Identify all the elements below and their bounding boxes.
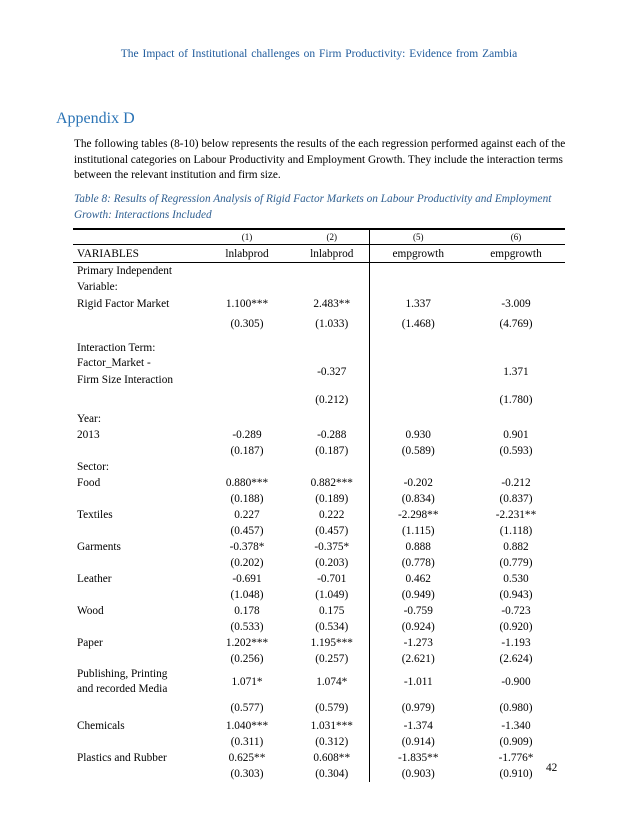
se-cell: (0.914) — [401, 736, 435, 748]
coef-cell: 1.074* — [295, 667, 369, 697]
table-row — [73, 475, 565, 491]
table-row — [73, 539, 565, 555]
row-label: Garments — [77, 541, 121, 553]
se-cell: (0.303) — [230, 768, 264, 780]
se-cell: (2.621) — [401, 653, 435, 665]
se-cell: (1.033) — [295, 313, 369, 335]
table-row — [73, 263, 565, 280]
se-cell: (1.115) — [401, 525, 435, 537]
row-label: Chemicals — [77, 720, 125, 732]
coef-cell: -1.835** — [398, 752, 439, 764]
row-label: Plastics and Rubber — [77, 752, 167, 764]
coef-cell: 1.195*** — [295, 635, 369, 651]
table-row — [73, 718, 565, 734]
table-row — [73, 411, 565, 427]
se-cell: (0.457) — [230, 525, 264, 537]
coef-cell: 0.175 — [295, 603, 369, 619]
se-cell — [199, 389, 295, 411]
coef-cell: 0.901 — [503, 429, 529, 441]
se-cell — [369, 389, 467, 411]
coef-cell: -2.231** — [495, 509, 537, 521]
table-row — [73, 619, 565, 635]
table-row — [73, 523, 565, 539]
se-cell: (0.943) — [499, 589, 533, 601]
coef-cell: -0.691 — [232, 573, 262, 585]
se-cell: (0.593) — [499, 445, 533, 457]
col-name: lnlabprod — [295, 245, 369, 263]
table-row — [73, 697, 565, 718]
se-cell: (0.212) — [295, 389, 369, 411]
se-cell: (4.769) — [499, 318, 533, 330]
coef-cell: 1.100*** — [225, 298, 269, 310]
se-cell: (0.903) — [401, 768, 435, 780]
se-cell: (1.118) — [499, 525, 533, 537]
se-cell: (0.577) — [230, 701, 264, 714]
table-row — [73, 766, 565, 782]
row-label-line: Factor_Market - — [77, 357, 151, 369]
table-row — [73, 651, 565, 667]
coef-cell: -0.759 — [403, 605, 433, 617]
row-label: Paper — [77, 637, 103, 649]
coef-cell: 0.882 — [503, 541, 529, 553]
row-label — [73, 667, 199, 697]
coef-cell: -3.009 — [501, 298, 531, 310]
table-row — [73, 750, 565, 766]
se-cell: (0.534) — [295, 619, 369, 635]
se-cell: (0.910) — [499, 768, 533, 780]
row-label: Rigid Factor Market — [77, 298, 170, 310]
se-cell: (0.188) — [230, 493, 264, 505]
se-cell: (0.980) — [499, 701, 533, 714]
coef-cell: 1.371 — [503, 366, 529, 378]
coef-cell: -1.374 — [403, 720, 433, 732]
page-number: 42 — [546, 762, 558, 774]
se-cell: (0.187) — [230, 445, 264, 457]
table-row — [73, 507, 565, 523]
coef-cell: 1.031*** — [295, 718, 369, 734]
se-cell: (1.468) — [401, 318, 435, 330]
coef-cell — [369, 355, 467, 389]
intro-paragraph: The following tables (8-10) below represents the results of the each regression performed against each of the institutional categories on Labour Productivity and Employment Growth. They include the interaction terms between the relevant institution and firm size. — [74, 138, 566, 181]
col-name: empgrowth — [369, 245, 467, 263]
table-row — [73, 279, 565, 295]
se-cell: (0.256) — [230, 653, 264, 665]
running-header: The Impact of Institutional challenges on Firm Productivity: Evidence from Zambia — [120, 48, 518, 60]
se-cell: (2.624) — [499, 653, 533, 665]
row-label: Food — [77, 477, 101, 489]
se-cell: (0.312) — [295, 734, 369, 750]
table-caption: Table 8: Results of Regression Analysis of Rigid Factor Markets on Labour Productivity and Employment Growth: Interactions Included — [74, 193, 552, 221]
coef-cell: -0.212 — [501, 477, 531, 489]
coef-cell: 0.880*** — [225, 477, 269, 489]
col-number: (1) — [199, 229, 295, 245]
se-cell: (0.203) — [295, 555, 369, 571]
se-cell: (0.909) — [499, 736, 533, 748]
se-cell: (0.779) — [499, 557, 533, 569]
table-row — [73, 571, 565, 587]
se-cell: (0.949) — [401, 589, 435, 601]
se-cell: (1.049) — [295, 587, 369, 603]
table-row — [73, 603, 565, 619]
col-number: (6) — [467, 229, 565, 245]
se-cell: (0.579) — [295, 697, 369, 718]
table-row — [73, 635, 565, 651]
coef-cell: 1.337 — [405, 298, 431, 310]
se-cell: (0.187) — [295, 443, 369, 459]
coef-cell: 0.462 — [405, 573, 431, 585]
table-row — [73, 313, 565, 335]
row-label: Primary Independent — [77, 265, 173, 277]
row-label: Interaction Term: — [77, 342, 156, 354]
se-cell: (0.778) — [401, 557, 435, 569]
coef-cell: -0.900 — [501, 676, 531, 688]
se-cell: (0.311) — [230, 736, 264, 748]
col-name: lnlabprod — [199, 245, 295, 263]
coef-cell: 0.930 — [405, 429, 431, 441]
coef-cell: 0.530 — [503, 573, 529, 585]
regression-table — [73, 228, 565, 782]
coef-cell: 0.608** — [295, 750, 369, 766]
coef-cell: -0.378* — [229, 541, 265, 553]
se-cell: (1.048) — [230, 589, 264, 601]
se-cell: (0.189) — [295, 491, 369, 507]
se-cell: (0.920) — [499, 621, 533, 633]
coef-cell: 1.071* — [231, 676, 263, 688]
se-cell: (0.979) — [401, 701, 435, 714]
se-cell: (0.304) — [295, 766, 369, 782]
se-cell: (0.202) — [230, 557, 264, 569]
coef-cell: 0.882*** — [295, 475, 369, 491]
table-row — [73, 491, 565, 507]
coef-cell: 1.202*** — [225, 637, 269, 649]
table-row — [73, 389, 565, 411]
row-label: Sector: — [77, 461, 109, 473]
coef-cell: -0.202 — [403, 477, 433, 489]
se-cell: (0.834) — [401, 493, 435, 505]
col-name: empgrowth — [467, 245, 565, 263]
coef-cell: -1.776* — [498, 752, 534, 764]
se-cell: (0.924) — [401, 621, 435, 633]
col-number: (2) — [295, 229, 369, 245]
coef-cell: -0.327 — [295, 355, 369, 389]
coef-cell: 0.227 — [234, 509, 260, 521]
appendix-title: Appendix D — [56, 110, 135, 127]
se-cell: (0.589) — [401, 445, 435, 457]
table-row — [73, 587, 565, 603]
table-row — [73, 734, 565, 750]
row-label: Leather — [77, 573, 112, 585]
coef-cell — [199, 355, 295, 389]
table-row — [73, 667, 565, 697]
coef-cell: -0.375* — [295, 539, 369, 555]
coef-cell: -1.011 — [403, 676, 433, 688]
table-row — [73, 427, 565, 443]
coef-cell: 2.483** — [295, 295, 369, 313]
coef-cell: -0.288 — [295, 427, 369, 443]
se-cell: (1.780) — [499, 394, 533, 406]
row-label: 2013 — [77, 429, 100, 441]
coef-cell: 0.888 — [405, 541, 431, 553]
table-row — [73, 355, 565, 389]
column-header-row — [73, 245, 565, 263]
row-label-line: Firm Size Interaction — [77, 374, 173, 386]
coef-cell: -1.193 — [501, 637, 531, 649]
coef-cell: -2.298** — [398, 509, 439, 521]
table-row — [73, 295, 565, 313]
se-cell: (0.305) — [230, 318, 264, 330]
coef-cell: -0.701 — [295, 571, 369, 587]
column-number-row — [73, 229, 565, 245]
coef-cell: -1.273 — [403, 637, 433, 649]
col-number: (5) — [369, 229, 467, 245]
row-label: Year: — [77, 413, 101, 425]
coef-cell: 0.222 — [295, 507, 369, 523]
table-row — [73, 555, 565, 571]
row-label: Variable: — [77, 281, 118, 293]
row-label — [73, 355, 199, 389]
se-cell: (0.837) — [499, 493, 533, 505]
row-label-line: Publishing, Printing — [77, 668, 168, 680]
se-cell: (0.257) — [295, 651, 369, 667]
table-row — [73, 443, 565, 459]
table-row — [73, 335, 565, 355]
coef-cell: 0.178 — [234, 605, 260, 617]
row-label: Wood — [77, 605, 104, 617]
coef-cell: -0.289 — [232, 429, 262, 441]
coef-cell: -0.723 — [501, 605, 531, 617]
coef-cell: -1.340 — [501, 720, 531, 732]
se-cell: (0.533) — [230, 621, 264, 633]
se-cell: (0.457) — [295, 523, 369, 539]
variables-header: VARIABLES — [73, 245, 199, 263]
row-label-line: and recorded Media — [77, 683, 168, 695]
coef-cell: 1.040*** — [225, 720, 269, 732]
table-row — [73, 459, 565, 475]
coef-cell: 0.625** — [228, 752, 266, 764]
row-label: Textiles — [77, 509, 113, 521]
